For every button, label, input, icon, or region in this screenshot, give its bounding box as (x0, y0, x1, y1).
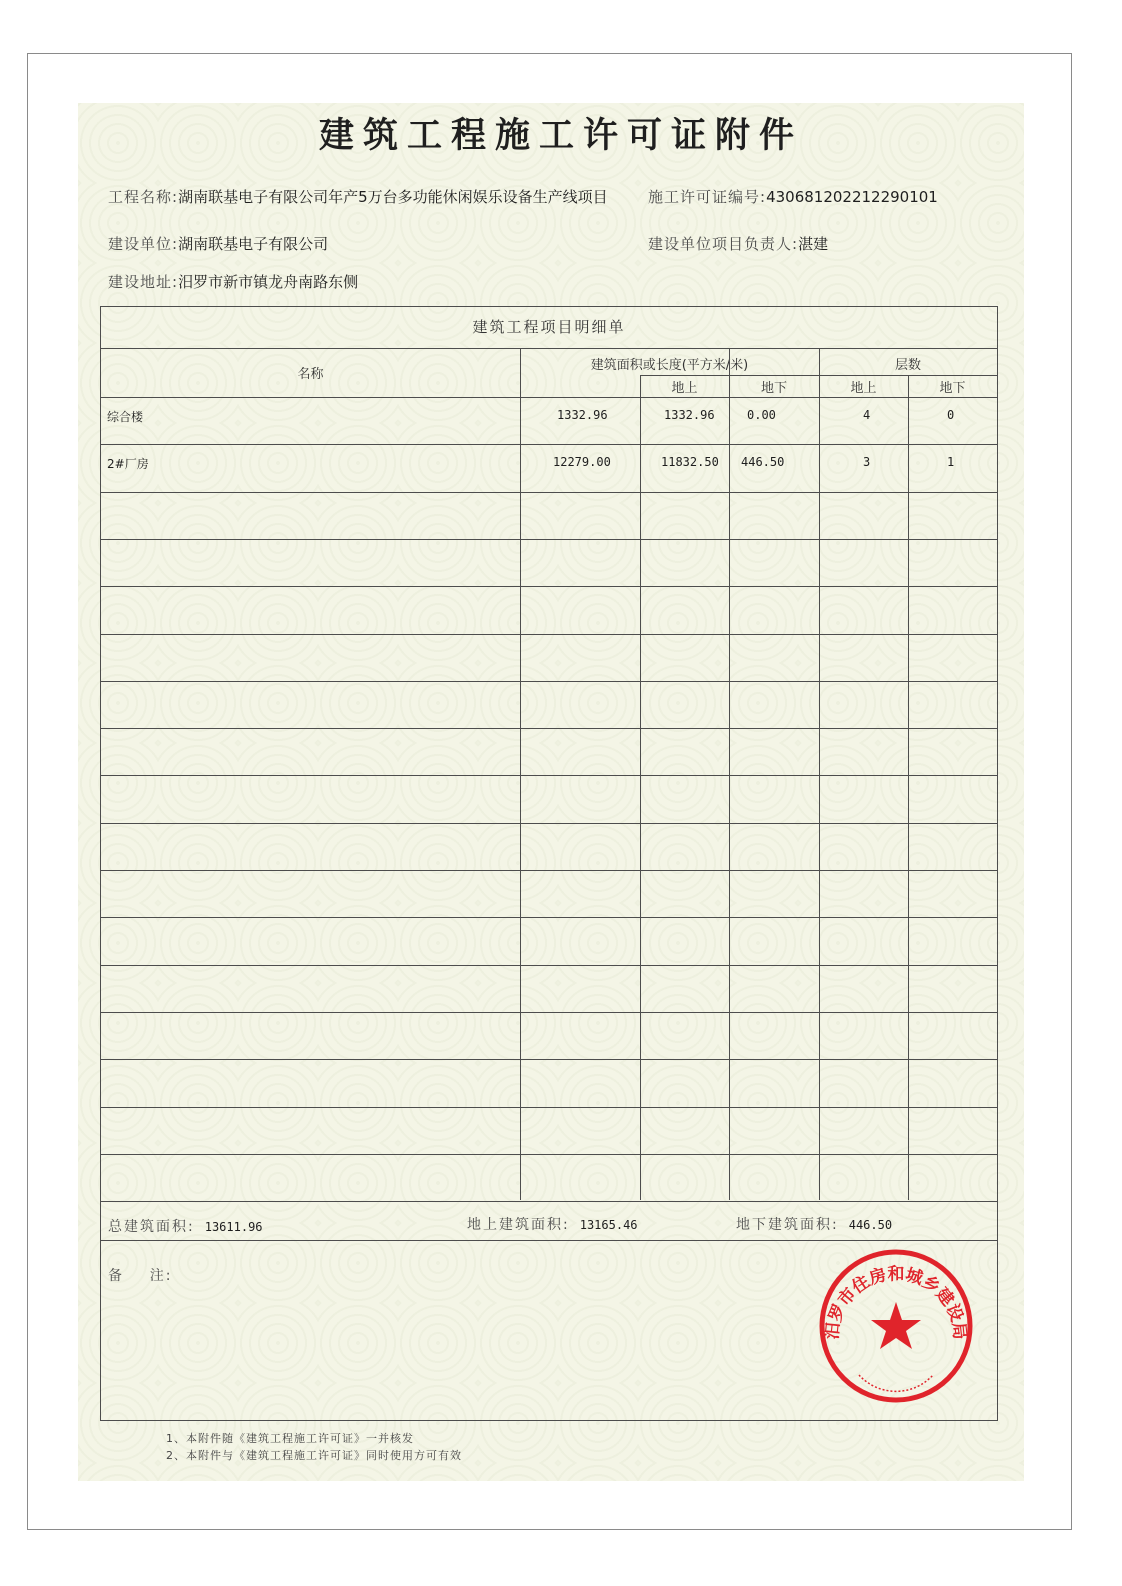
row-2-area: 12279.00 (553, 455, 611, 469)
col-divider (729, 348, 730, 1200)
col-divider (819, 348, 820, 1200)
table-row-line (101, 1059, 997, 1060)
row-1-floors-below: 0 (947, 408, 955, 422)
above-area-value: 13165.46 (579, 1218, 638, 1232)
col-divider (520, 348, 521, 1200)
row-2-name: 2#厂房 (107, 457, 149, 471)
row-1-area-above: 1332.96 (664, 408, 715, 422)
builder-unit-field (108, 233, 328, 254)
remarks (108, 1265, 173, 1285)
table-caption: 建筑工程项目明细单 (101, 307, 997, 349)
permit-number-label: 施工许可证编号: (648, 188, 767, 206)
below-area-value: 446.50 (848, 1218, 893, 1232)
header-floors-below: 地下 (939, 381, 966, 396)
row-2-floors-below: 1 (947, 455, 955, 469)
table-row-line (101, 634, 997, 635)
header-floors-above: 地上 (850, 381, 877, 396)
col-divider (908, 375, 909, 1200)
header-area: 建筑面积或长度(平方米/米) (590, 358, 749, 373)
table-row-line (101, 728, 997, 729)
header-name: 名称 (297, 367, 324, 382)
below-area-label: 地下建筑面积: (736, 1217, 839, 1233)
total-area-value: 13611.96 (204, 1220, 263, 1234)
header-bottom-line (101, 397, 997, 398)
note-1: 1、本附件随《建筑工程施工许可证》一并核发 (166, 1432, 414, 1445)
row-1-area: 1332.96 (557, 408, 608, 422)
row-1-area-below: 0.00 (747, 408, 776, 422)
table-row-line (101, 870, 997, 871)
table-row-line (101, 586, 997, 587)
address-value: 汨罗市新市镇龙舟南路东侧 (178, 273, 359, 291)
builder-unit-value: 湖南联基电子有限公司 (178, 235, 329, 253)
table-row-line (101, 1107, 997, 1108)
project-leader-label: 建设单位项目负责人: (648, 235, 799, 253)
seal-inner-arc (859, 1375, 933, 1391)
total-area (108, 1216, 263, 1236)
document-title: 建筑工程施工许可证附件 (318, 115, 803, 156)
above-area-label: 地上建筑面积: (467, 1217, 570, 1233)
note-2: 2、本附件与《建筑工程施工许可证》同时使用方可有效 (166, 1449, 462, 1462)
above-area (467, 1214, 638, 1234)
table-row-line (101, 823, 997, 824)
remarks-label: 备 注: (108, 1268, 173, 1284)
project-name-label: 工程名称: (108, 188, 179, 206)
seal-text: 汨罗市住房和城乡建设局 (822, 1264, 970, 1341)
official-seal (817, 1247, 975, 1405)
row-2-floors-above: 3 (863, 455, 871, 469)
total-area-label: 总建筑面积: (108, 1219, 195, 1235)
table-row-line (101, 1201, 997, 1202)
project-name-value: 湖南联基电子有限公司年产5万台多功能休闲娱乐设备生产线项目 (178, 188, 608, 206)
header-area-above: 地上 (671, 381, 698, 396)
address-label: 建设地址: (108, 273, 179, 291)
table-row-line (101, 492, 997, 493)
seal-star-icon (871, 1302, 921, 1349)
project-name-field (108, 186, 608, 207)
col-divider (640, 375, 641, 1200)
table-row-line (101, 1154, 997, 1155)
permit-number-value: 430681202212290101 (766, 188, 938, 206)
below-area (736, 1214, 892, 1234)
header-floors: 层数 (894, 358, 921, 373)
table-row-line (101, 444, 997, 445)
table-row-line (101, 1012, 997, 1013)
permit-number-field (648, 186, 938, 207)
row-2-area-above: 11832.50 (661, 455, 719, 469)
project-leader-field (648, 233, 828, 254)
row-1-name: 综合楼 (107, 410, 144, 424)
row-2-area-below: 446.50 (741, 455, 785, 469)
project-leader-value: 湛建 (798, 235, 829, 253)
row-1-floors-above: 4 (863, 408, 871, 422)
address-field (108, 271, 358, 292)
builder-unit-label: 建设单位: (108, 235, 179, 253)
table-row-line (101, 539, 997, 540)
table-row-line (101, 681, 997, 682)
header-area-below: 地下 (760, 381, 787, 396)
table-row-line (101, 917, 997, 918)
totals-bottom-line (101, 1240, 997, 1241)
table-row-line (101, 965, 997, 966)
table-row-line (101, 775, 997, 776)
